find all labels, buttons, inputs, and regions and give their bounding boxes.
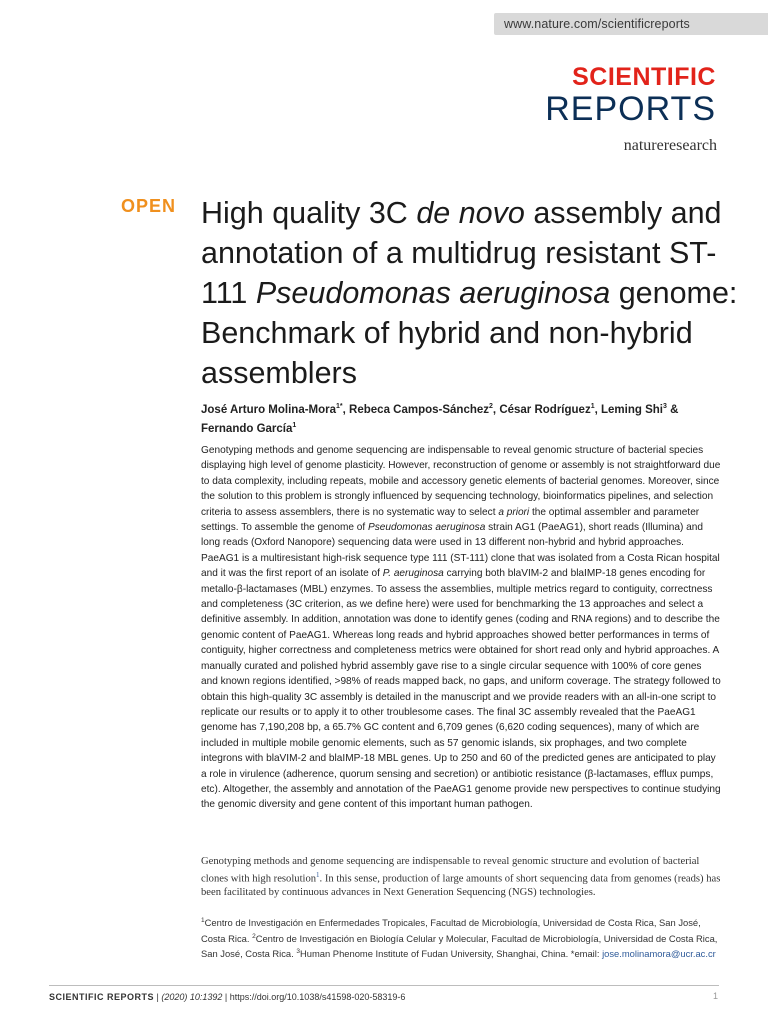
affil-number: 2 (252, 932, 256, 940)
author-affil: 1* (336, 403, 343, 410)
intro-text: Genotyping methods and genome sequencing are indispensable to reveal genomic structure and evolution of bacterial clones with high resolution (201, 856, 700, 885)
intro-text: . In this sense, production of large amounts of short sequencing data from genomes (reads) has been facilitated by continuous advances in Next Generation Sequencing (NGS) technologies. (201, 873, 721, 898)
abstract-text: carrying both blaVIM-2 and blaIMP-18 genes encoding for metallo-β-lactamases (MBL) enzymes. To assess the assemblies, multiple metrics regard to contiguity, correctness and completeness (3C criterion, as we define here) were used for benchmarking the 13 approaches and select a definitive assembly. In addition, annotation was done to identify genes (coding and RNA regions) and to describe the genomic content of PaeAG1. Whereas long reads and hybrid approaches showed better performances in terms of contiguity, higher correctness and completeness metrics were obtained for short read only and hybrid approaches. A manually curated and polished hybrid assembly gave rise to a single circular sequence with 100% of core genes and known regions identified, >98% of reads mapped back, no gaps, and uniform coverage. The strategy followed to obtain this high-quality 3C assembly is detailed in the manuscript and we provide readers with an all-in-one script to replicate our results or to apply it to other troublesome cases. The final 3C assembly revealed that the PaeAG1 genome has 7,190,208 bp, a 65.7% GC content and 6,709 genes (6,620 coding sequences), many of which are included in multiple mobile genomic elements, such as 57 genomic islands, six prophages, and two complete integrons with blaVIM-2 and blaIMP-18 MBL genes. Up to 250 and 60 of the predicted genes are anticipated to play a role in virulence (adherence, quorum sensing and secretion) or antibiotic resistance (β-lactamases, efflux pumps, etc). Altogether, the assembly and annotation of the PaeAG1 genome provide new perspectives to continue studying the genomic diversity and gene content of this important human pathogen. (201, 568, 721, 811)
publisher-bold: nature (623, 137, 664, 154)
brand-reports: REPORTS (545, 90, 716, 128)
affil-text: Centro de Investigación en Biología Celular y Molecular, Facultad de Microbiología, Universidad de Costa Rica, San José, Costa Rica. (201, 932, 718, 960)
url-bar (494, 13, 768, 35)
title-part: genome: Benchmark of hybrid and non-hybrid assemblers (201, 276, 738, 390)
abstract-text: the optimal assembler and parameter settings. To assemble the genome of (201, 506, 700, 534)
title-part: High quality 3C (201, 196, 417, 230)
title-part: assembly and annotation of a multidrug resistant ST-111 (201, 196, 722, 310)
author-affil: 1 (292, 421, 297, 429)
footer-divider (49, 985, 719, 986)
footer-volume: (2020) 10:1392 (161, 992, 223, 1002)
article-title (201, 193, 741, 393)
author-name[interactable]: César Rodríguez (499, 403, 591, 416)
author-name[interactable]: Fernando García (201, 422, 293, 435)
email-link[interactable]: jose.molinamora@ucr.ac.cr (602, 948, 716, 960)
journal-url[interactable]: www.nature.com/scientificreports (504, 17, 690, 31)
footer-journal: SCIENTIFIC REPORTS (49, 992, 155, 1002)
title-italic: Pseudomonas aeruginosa (255, 276, 611, 310)
intro-paragraph (201, 855, 721, 899)
affil-text: Human Phenome Institute of Fudan University, Shanghai, China. *email: (299, 948, 603, 960)
reference-link[interactable]: 1 (316, 870, 320, 879)
author-affil: 3 (662, 403, 667, 410)
author-sep: , (594, 403, 601, 416)
abstract-italic: a priori (498, 506, 530, 518)
footer-sep: | (154, 992, 162, 1002)
author-name[interactable]: José Arturo Molina-Mora (201, 403, 337, 416)
brand-scientific: SCIENTIFIC (572, 63, 716, 91)
abstract-italic: P. aeruginosa (382, 568, 444, 580)
title-italic: de novo (416, 196, 525, 230)
affil-text: Centro de Investigación en Enfermedades Tropicales, Facultad de Microbiología, Universidad de Costa Rica, San José, Costa Rica. (201, 917, 701, 944)
footer-citation (49, 991, 719, 1003)
abstract-text: strain AG1 (PaeAG1), short reads (Illumina) and long reads (Oxford Nanopore) sequencing data were used in 13 different non-hybrid and hybrid approaches. PaeAG1 is a multiresistant high-risk sequence type 111 (ST-111) clone that was isolated from a Costa Rican hospital and it was the first report of an isolate of (201, 522, 720, 580)
affil-number: 1 (201, 917, 205, 924)
author-affil: 2 (489, 403, 493, 410)
author-sep: , (342, 403, 350, 416)
open-access-badge: OPEN (121, 196, 177, 216)
affil-number: 3 (296, 948, 300, 956)
author-list (201, 399, 721, 437)
abstract-italic: Pseudomonas aeruginosa (368, 522, 486, 534)
author-sep: , (492, 403, 500, 416)
abstract (201, 443, 721, 813)
publisher-rest: research (663, 137, 717, 154)
author-name[interactable]: Leming Shi (601, 403, 663, 416)
author-affil: 1 (590, 403, 595, 410)
page-number: 1 (712, 991, 718, 1001)
publisher-logo (560, 136, 717, 156)
affiliations (201, 914, 721, 961)
abstract-text: Genotyping methods and genome sequencing are indispensable to reveal genomic structure of bacterial species displaying high level of genome plasticity. However, reconstruction of genome or assembly is not straightforward due to data complexity, including repeats, mobile and accessory genetic elements of bacterial genomes. Moreover, since the solution to this problem is strongly influenced by sequencing technology, bioinformatics pipelines, and selection criteria to assess assemblers, there is no systematic way to select (201, 445, 721, 518)
author-sep: & (666, 403, 679, 416)
footer-doi[interactable]: | https://doi.org/10.1038/s41598-020-58319-6 (222, 992, 406, 1002)
author-name[interactable]: Rebeca Campos-Sánchez (349, 403, 490, 416)
